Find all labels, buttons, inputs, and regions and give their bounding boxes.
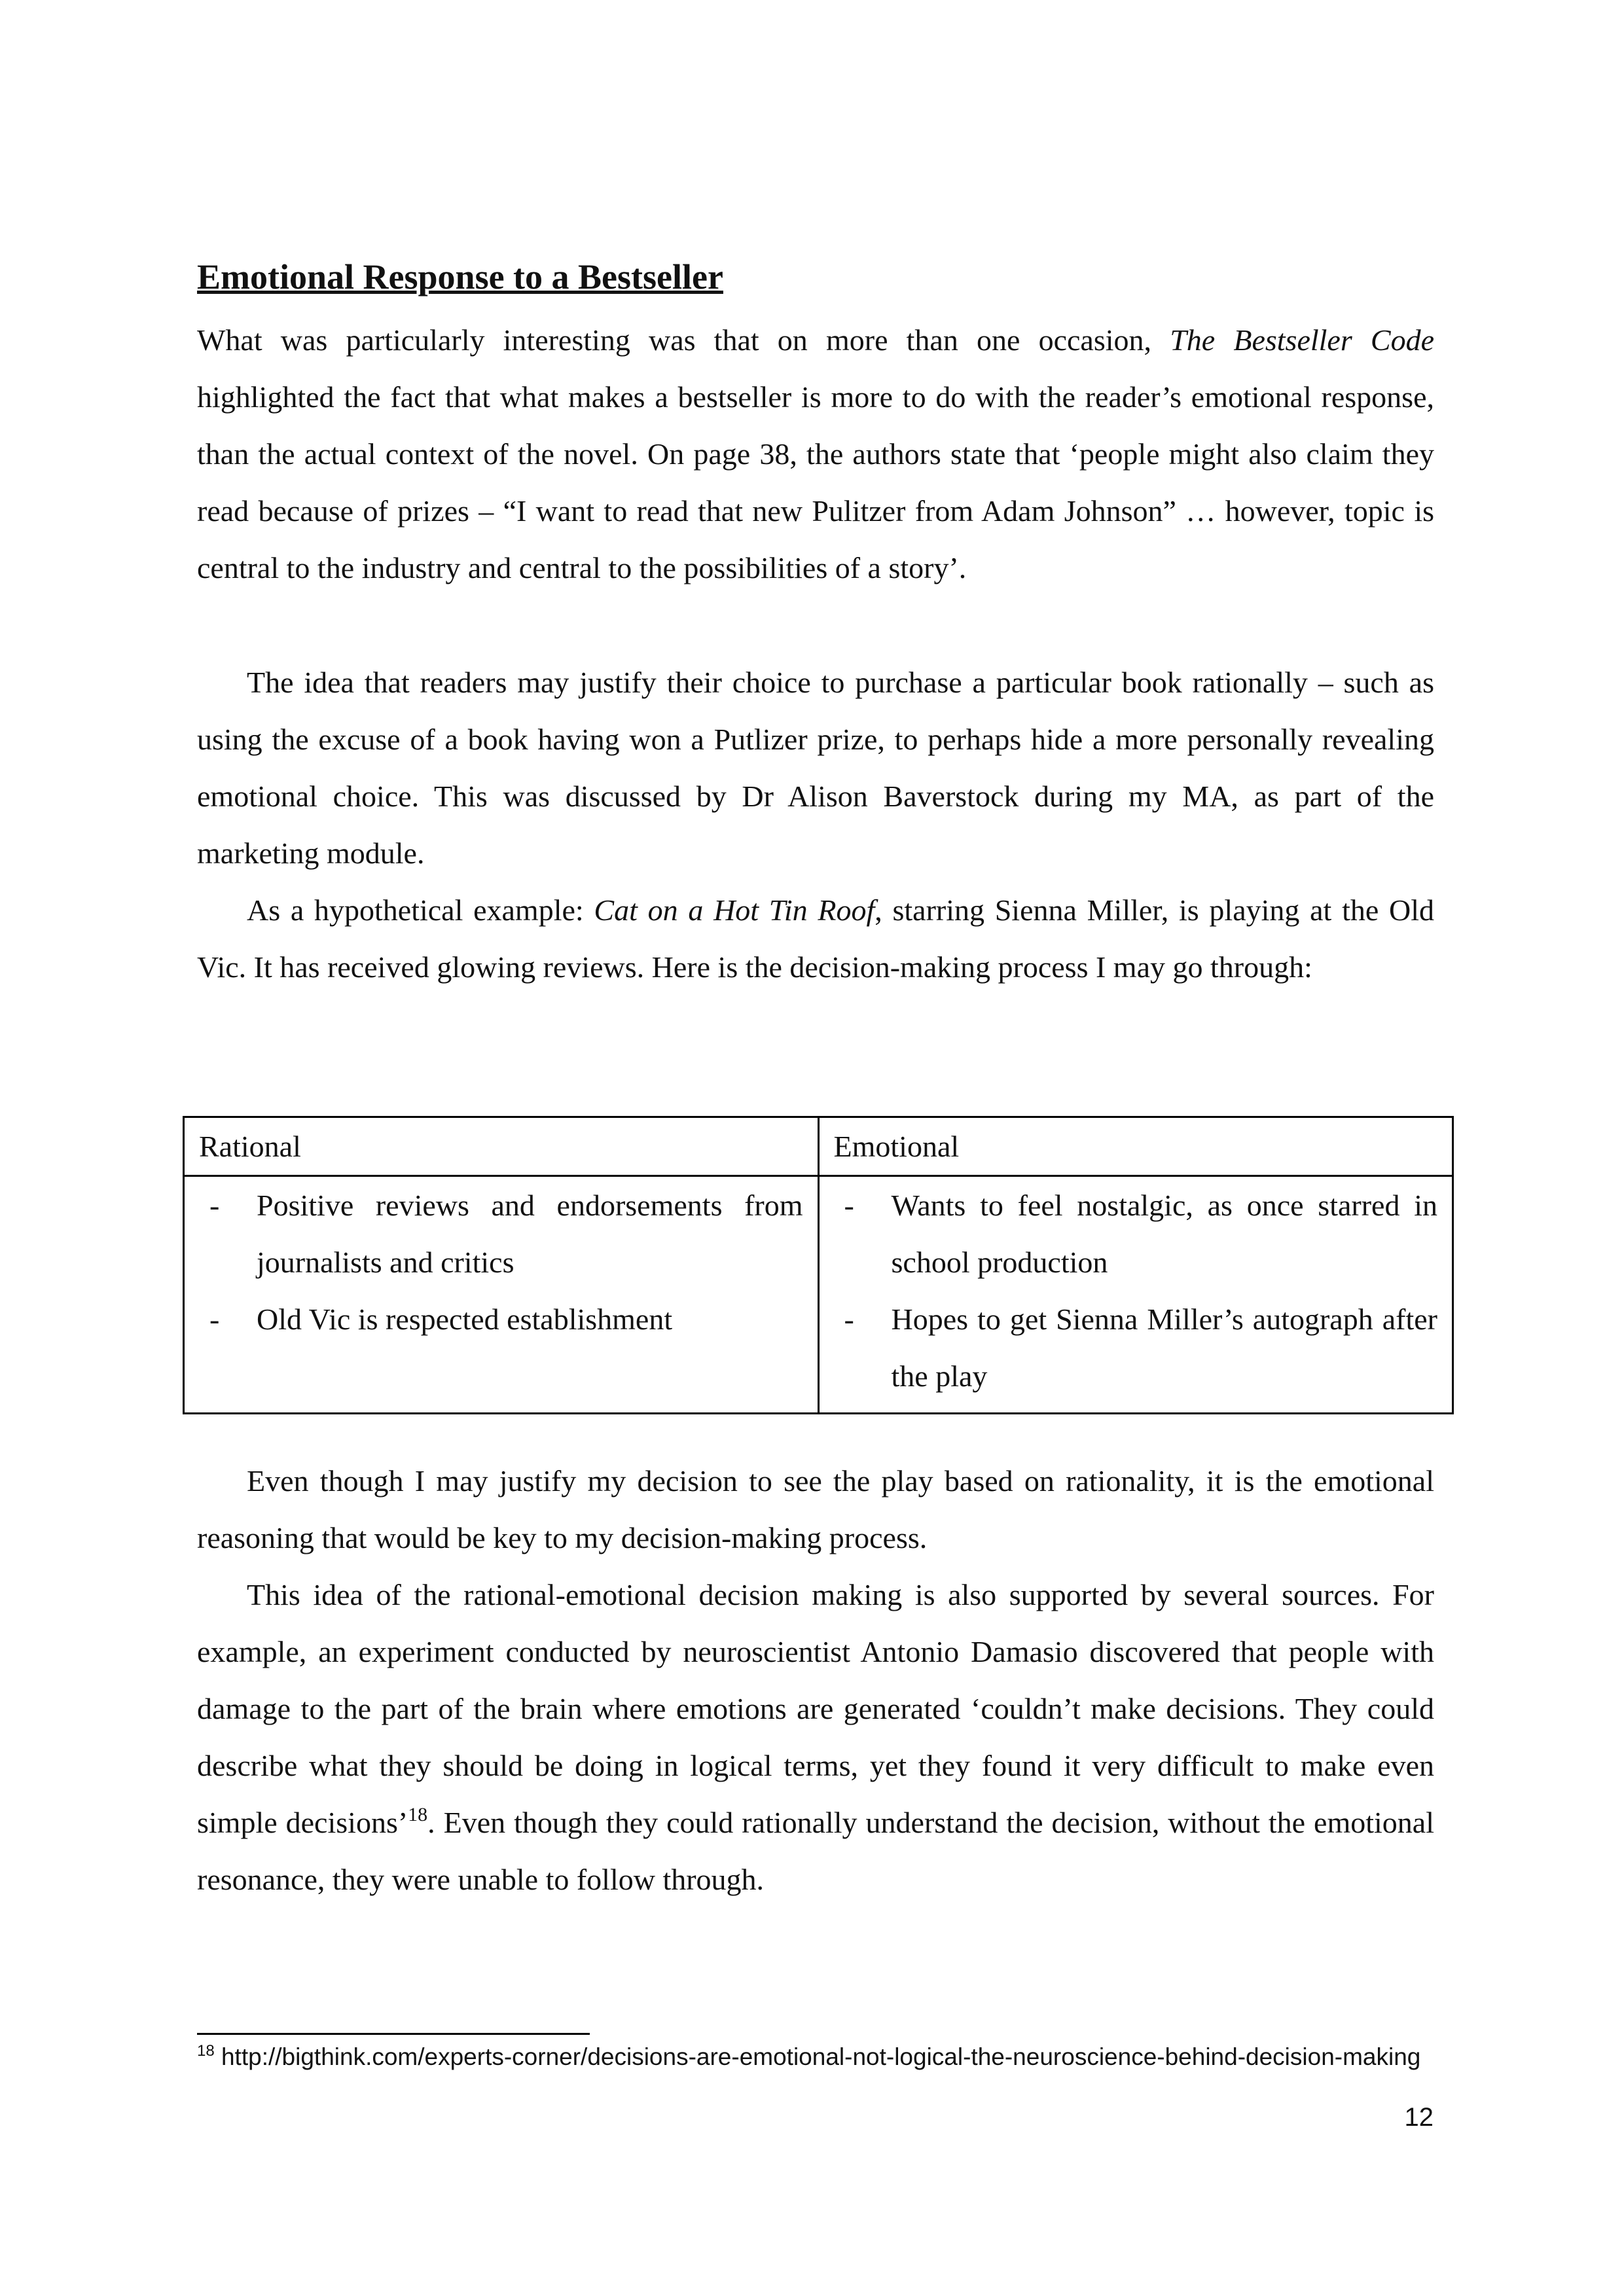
paragraph-3-text-a: As a hypothetical example: [247,893,594,927]
paragraph-5-text-b: . Even though they could rationally understand the decision, without the emotional resonance, they were unable to follow through. [197,1806,1434,1896]
bullet-dash: - [844,1302,854,1336]
paragraph-5-text-a: This idea of the rational-emotional decision making is also supported by several sources. For example, an experiment conducted by neuroscientist Antonio Damasio discovered that people with damage to the part of the brain where emotions are generated ‘couldn’t make decisions. They could describe what they should be doing in logical terms, yet they found it very difficult to make even simple decisions’ [197,1578,1434,1839]
page-number: 12 [1404,2103,1434,2132]
emotional-item [834,1177,1438,1291]
emotional-column [818,1176,1453,1414]
rational-header: Rational [184,1117,819,1176]
emotional-item [834,1291,1438,1405]
bullet-dash: - [844,1189,854,1222]
decision-table [183,1116,1454,1414]
paragraph-1-text-b: highlighted the fact that what makes a bestseller is more to do with the reader’s emotional response, than the actual context of the novel. On page 38, the authors state that ‘people might also claim they read because of prizes – “I want to read that new Pulitzer from Adam Johnson” … however, topic is central to the industry and central to the possibilities of a story’. [197,380,1434,584]
paragraph-3 [197,882,1434,996]
paragraph-5 [197,1566,1434,1908]
emotional-item-text: Wants to feel nostalgic, as once starred in school production [891,1189,1437,1279]
paragraph-1-text-a: What was particularly interesting was that on more than one occasion, [197,323,1170,357]
paragraph-3-text-b: , starring Sienna Miller, is playing at the Old Vic. It has received glowing reviews. Here is the decision-making process I may go through: [197,893,1434,984]
bullet-dash: - [209,1189,220,1222]
table-header-row [184,1117,1453,1176]
rational-item-text: Positive reviews and endorsements from journalists and critics [257,1189,803,1279]
book-title: The Bestseller Code [1170,323,1435,357]
footnote-reference[interactable]: 18 [408,1804,428,1825]
footnote-link[interactable]: http://bigthink.com/experts-corner/decisions-are-emotional-not-logical-the-neuroscience-behind-decision-making [214,2043,1421,2070]
footnote-separator [197,2033,590,2035]
emotional-item-text: Hopes to get Sienna Miller’s autograph after the play [891,1302,1437,1393]
rational-column [184,1176,819,1414]
emotional-header: Emotional [818,1117,1453,1176]
table-body-row [184,1176,1453,1414]
rational-item [199,1291,803,1348]
paragraph-4: Even though I may justify my decision to see the play based on rationality, it is the emotional reasoning that would be key to my decision-making process. [197,1464,1434,1554]
footnote [197,2041,1441,2073]
footnote-number: 18 [197,2042,215,2060]
paragraph-1 [197,312,1434,596]
paragraph-2: The idea that readers may justify their choice to purchase a particular book rationally – such as using the excuse of a book having won a Putlizer prize, to perhaps hide a more personally revealing emotional choice. This was discussed by Dr Alison Baverstock during my MA, as part of the marketing module. [197,666,1434,870]
rational-item-text: Old Vic is respected establishment [257,1302,673,1336]
bullet-dash: - [209,1302,220,1336]
section-heading: Emotional Response to a Bestseller [197,257,723,296]
play-title: Cat on a Hot Tin Roof [594,893,875,927]
rational-item [199,1177,803,1291]
